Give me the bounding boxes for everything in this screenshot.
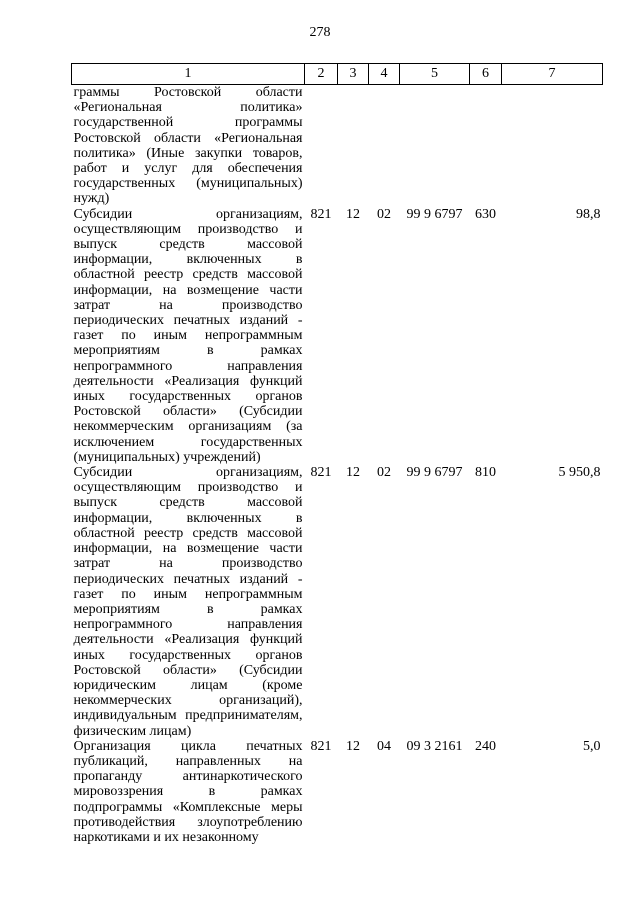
header-col-1: 1 (72, 64, 305, 85)
row-expense-type: 240 (475, 738, 496, 754)
row-expense-type: 630 (475, 206, 496, 222)
row-expense-type: 810 (475, 465, 496, 481)
row-ministry-code: 821 (310, 738, 332, 754)
budget-table (71, 63, 603, 845)
header-col-5: 5 (400, 64, 470, 85)
row-description: Субсидии организациям, осуществляющим производство и выпуск средств массовой информации, включенных в областной реестр средств массовой информации, на возмещение части затрат на производство периодических печатных изданий - газет по иным непрограммным мероприятиям в рамках непрограммного направления деятельности «Реализация функций иных государственных органов Ростовской области» (Субсидии юридическим лицам (кроме некоммерческих организаций), индивидуальным предпринимателям, физическим лицам) (73, 465, 303, 739)
header-col-7: 7 (502, 64, 603, 85)
row-target-code: 99 9 6797 (406, 465, 463, 481)
row-subsection-code: 02 (377, 206, 391, 222)
row-ministry-code: 821 (310, 465, 332, 481)
header-col-3: 3 (338, 64, 369, 85)
row-target-code: 09 3 2161 (406, 738, 463, 754)
row-description: Организация цикла печатных публикаций, направленных на пропаганду антинаркотического мировоззрения в рамках подпрограммы «Комплексные меры противодействия злоупотреблению наркотиками и их незаконному (73, 738, 303, 845)
page-number: 278 (309, 25, 331, 40)
row-section-code: 12 (346, 465, 360, 481)
row-expense-type (470, 85, 502, 207)
header-col-2: 2 (305, 64, 338, 85)
row-subsection-code (369, 85, 400, 207)
header-col-4: 4 (369, 64, 400, 85)
row-subsection-code: 02 (377, 465, 391, 481)
row-target-code (400, 85, 470, 207)
row-description: Субсидии организациям, осуществляющим производство и выпуск средств массовой информации, включенных в областной реестр средств массовой информации, на возмещение части затрат на производство периодических печатных изданий - газет по иным непрограммным мероприятиям в рамках непрограммного направления деятельности «Реализация функций иных государственных органов Ростовской области» (Субсидии некоммерческим организациям (за исключением государственных (муниципальных) учреждений) (73, 206, 303, 465)
row-ministry-code: 821 (310, 206, 332, 222)
row-ministry-code (305, 85, 338, 207)
row-amount: 5 950,8 (558, 465, 601, 481)
table-row (72, 207, 603, 465)
row-section-code: 12 (346, 738, 360, 754)
row-amount (502, 85, 603, 207)
row-section-code (338, 85, 369, 207)
table-row (72, 465, 603, 739)
header-col-6: 6 (470, 64, 502, 85)
row-description: граммы Ростовской области «Региональная политика» государственной программы Ростовской области «Региональная политика» (Иные закупки товаров, работ и услуг для обеспечения государственных (муниципальных) нужд) (73, 85, 303, 207)
row-target-code: 99 9 6797 (406, 206, 463, 222)
header-row (72, 64, 603, 85)
row-section-code: 12 (346, 206, 360, 222)
row-subsection-code: 04 (377, 738, 391, 754)
table-row (72, 85, 603, 207)
row-amount: 98,8 (576, 206, 601, 222)
row-amount: 5,0 (583, 738, 601, 754)
table-row (72, 739, 603, 845)
